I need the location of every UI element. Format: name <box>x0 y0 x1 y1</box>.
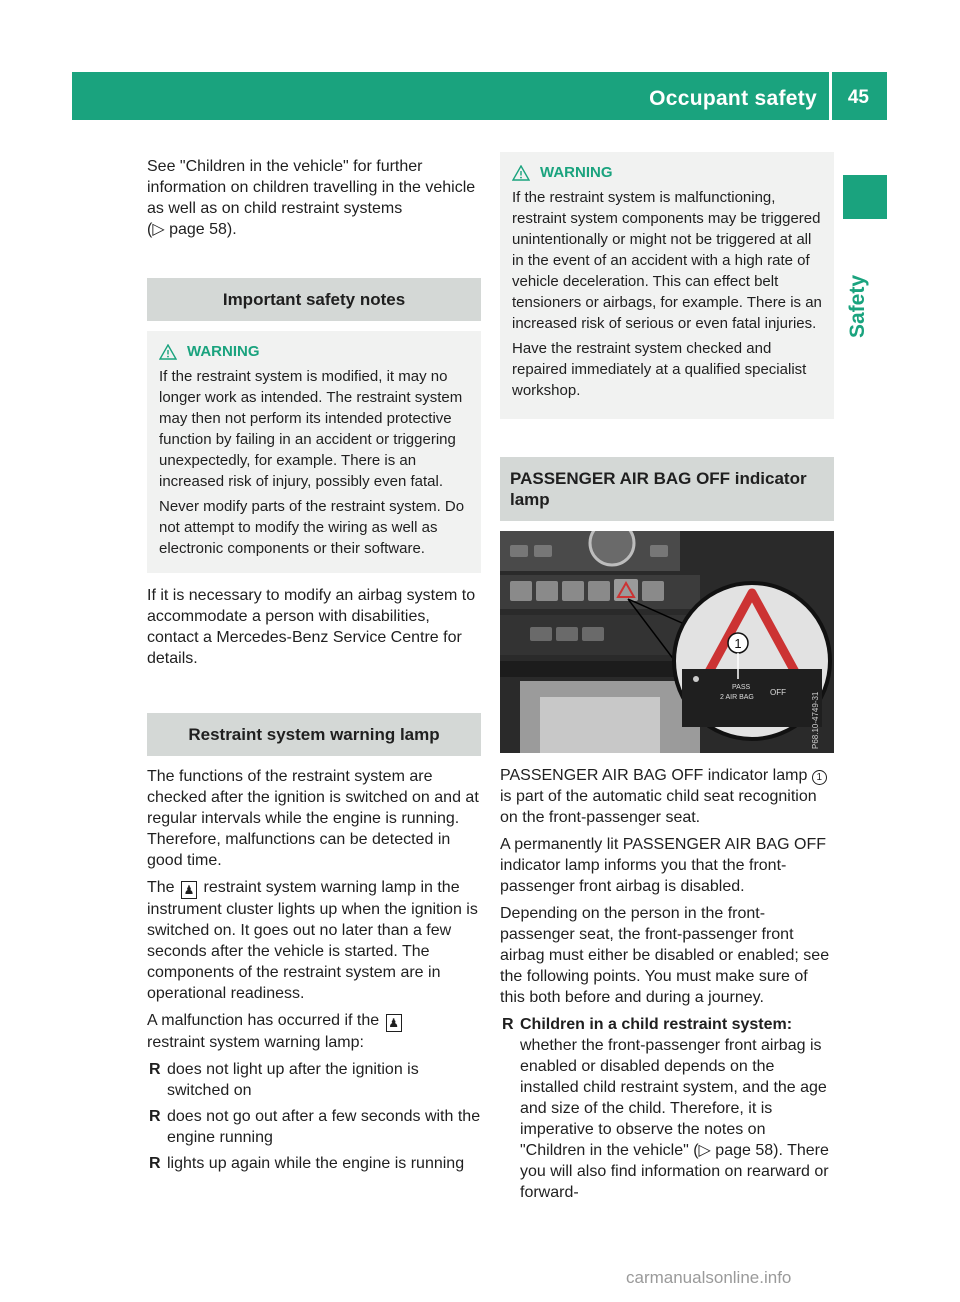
permanent-lit-paragraph: A permanently lit PASSENGER AIR BAG OFF indicator lamp informs you that the front-passenger front airbag is disabled. <box>500 836 827 895</box>
dashboard-photo <box>500 531 834 753</box>
lamp-paragraph <box>147 877 481 1004</box>
lamp-text-end: restraint system warning lamp in the instrument cluster lights up when the ignition is switched on. It goes out no later than a few seconds after the vehicle is started. The components of the restraint system are in operational readiness. <box>147 879 478 1002</box>
bullet-text: whether the front-passenger front airbag is enabled or disabled depends on the installed child restraint system, and the age and size of the child. Therefore, it is imperative to observe the notes on "Children in the vehicle" (▷ page 58). There you will also find information on rearward or forward- <box>520 1037 829 1201</box>
page-number: 45 <box>847 87 869 108</box>
photo-callout-number: 1 <box>734 636 742 651</box>
list-item: R Children in a child restraint system: whether the front-passenger front airbag is enabled or disabled depends on the installed child restraint system, and the age and size of the child. Therefore, it is imperative to observe the notes on "Children in the vehicle" (▷ page 58). There you will also find information on rearward or forward- <box>502 1016 829 1201</box>
photo-off-label: OFF <box>770 688 786 697</box>
bullet-heading: Children in a child restraint system: <box>520 1016 793 1033</box>
warning-box-malfunction <box>500 152 834 419</box>
indicator-text-end: is part of the automatic child seat recognition on the front-passenger seat. <box>500 788 817 826</box>
list-item: R does not light up after the ignition is switched on <box>149 1061 419 1099</box>
left-column <box>147 156 481 1179</box>
malfunction-text-start: A malfunction has occurred if the <box>147 1012 380 1029</box>
photo-airbag-label: 2 AIR BAG <box>720 694 754 701</box>
right-column <box>500 152 834 1208</box>
airbag-conditions-list <box>500 1014 834 1203</box>
page-header <box>72 72 887 120</box>
indicator-paragraph <box>500 765 834 828</box>
intro-page-ref[interactable]: (▷ page 58). <box>147 221 237 238</box>
intro-paragraph <box>147 156 481 240</box>
chapter-title: Occupant safety <box>649 87 817 110</box>
watermark: carmanualsonline.info <box>626 1268 792 1287</box>
callout-number-1: 1 <box>812 770 827 785</box>
malfunction-text-end: restraint system warning lamp: <box>147 1034 364 1051</box>
list-item: R lights up again while the engine is running <box>149 1155 465 1172</box>
warning-triangle-icon <box>159 344 177 360</box>
warning-text-2: Have the restraint system checked and repaired immediately at a qualified specialist workshop. <box>512 340 807 399</box>
lamp-text-start: The <box>147 879 175 896</box>
warning-triangle-icon <box>512 165 530 181</box>
list-item: R does not go out after a few seconds with the engine running <box>149 1108 481 1146</box>
malfunction-list <box>147 1059 481 1174</box>
malfunction-paragraph <box>147 1010 481 1053</box>
depending-paragraph: Depending on the person in the front-passenger seat, the front-passenger front airbag must either be disabled or enabled; see the following points. You must make sure of this both before and during a journey. <box>500 905 830 1006</box>
photo-pass-label: PASS <box>732 684 751 691</box>
side-tab-label: Safety <box>846 274 869 338</box>
section-title-passenger-airbag-off: PASSENGER AIR BAG OFF indicator lamp <box>500 457 834 521</box>
indicator-text-start: PASSENGER AIR BAG OFF indicator lamp <box>500 767 808 784</box>
seat-occupant-airbag-icon: ♟ <box>386 1014 402 1032</box>
seat-occupant-airbag-icon: ♟ <box>181 881 197 899</box>
warning-text-1: If the restraint system is malfunctioning, restraint system components may be triggered unintentionally or might not be triggered at all in the event of an accident with a high rate of vehicle deceleration. This can effect belt tensioners or airbags, for example. There is an increased risk of serious or even fatal injuries. <box>512 189 822 332</box>
warning-box-modification <box>147 331 481 573</box>
intro-text: See "Children in the vehicle" for further information on children travelling in the vehicle as well as on child restraint systems <box>147 158 476 217</box>
warning-label: WARNING <box>187 343 260 360</box>
warning-text-1: If the restraint system is modified, it may no longer work as intended. The restraint system may then not perform its intended protective function by failing in an accident or triggering unexpectedly, for example. There is an increased risk of injury, possibly even fatal. <box>159 368 463 490</box>
header-divider <box>829 72 832 120</box>
functions-paragraph: The functions of the restraint system are checked after the ignition is switched on and at regular intervals while the engine is running. Therefore, malfunctions can be detected in good time. <box>147 768 479 869</box>
section-title-important-safety-notes: Important safety notes <box>147 278 481 321</box>
warning-label: WARNING <box>540 164 613 181</box>
airbag-modification-paragraph: If it is necessary to modify an airbag system to accommodate a person with disabilities, contact a Mercedes-Benz Service Centre for details. <box>147 587 476 667</box>
warning-heading <box>159 341 473 362</box>
side-tab-marker <box>843 175 887 219</box>
section-title-restraint-warning-lamp: Restraint system warning lamp <box>147 713 481 756</box>
warning-heading <box>512 162 826 183</box>
photo-code: P68.10-4749-31 <box>811 691 820 749</box>
warning-text-2: Never modify parts of the restraint system. Do not attempt to modify the wiring as well as electronic components or their software. <box>159 498 465 557</box>
